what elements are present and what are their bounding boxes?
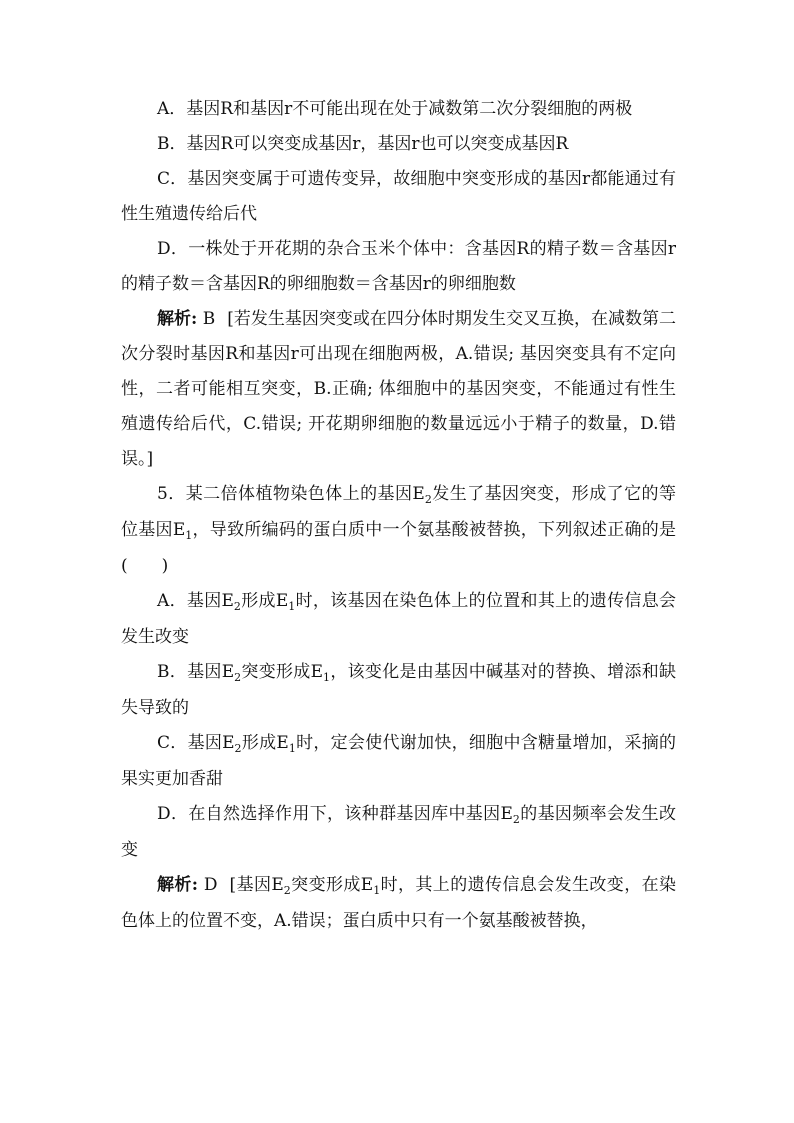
q5-analysis-label: 解析: [157,875,199,895]
q5-option-a-part: 形成E [240,591,289,611]
q5-option-c-part: 形成E [241,733,289,753]
q5-option-d-part: D．在自然选择作用下，该种群基因库中基因E [157,804,513,824]
q4-analysis-text: [若发生基因突变或在四分体时期发生交叉互换，在减数第二次分裂时基因R和基因r可出现在细胞两极，A.错误; 基因突变具有不定向性，二者可能相互突变，B.正确; 体细胞中的基因突变，不能通过有性生殖遗传给后代，C.错误; 开花期卵细胞的数量远远小于精子的数量，D.错误。] [121,309,677,469]
subscript: 2 [424,493,432,506]
q4-analysis [121,302,676,477]
q5-option-a [121,584,676,655]
q4-option-d: D．一株处于开花期的杂合玉米个体中：含基因R的精子数＝含基因r的精子数＝含基因R的卵细胞数＝含基因r的卵细胞数 [121,239,676,294]
content-column [121,92,676,939]
q5-option-c [121,726,676,797]
subscript: 1 [185,529,193,542]
q5-option-b [121,655,676,726]
q5-option-c-part: C．基因E [157,733,235,753]
subscript: 2 [234,671,242,684]
q4-analysis-label: 解析: [157,309,198,329]
q5-option-b-part: ，该变化是由基因中碱基对的替换、增添和缺失导致的 [121,662,676,718]
q5-analysis [121,868,676,939]
q4-option-b: B．基因R可以突变成基因r，基因r也可以突变成基因R [157,134,569,154]
q5-option-d-part: 的基因频率会发生改变 [121,804,676,860]
subscript: 2 [283,884,291,897]
subscript: 2 [512,813,520,826]
q5-option-d [121,797,676,868]
q5-stem-part: 发生了基因突变，形成了它的等位基因E [121,484,676,540]
subscript: 1 [373,884,381,897]
subscript: 1 [288,742,296,755]
q5-option-a-part: 时，该基因在染色体上的位置和其上的遗传信息会发生改变 [121,591,677,647]
q5-option-b-part: 突变形成E [241,662,324,682]
subscript: 1 [288,600,296,613]
q5-stem-part: 5．某二倍体植物染色体上的基因E [157,484,425,504]
q5-analysis-part: 突变形成E [290,875,374,895]
subscript: 2 [233,600,241,613]
subscript: 1 [323,671,331,684]
q5-answer: D [203,875,218,895]
q4-option-a: A．基因R和基因r不可能出现在处于减数第二次分裂细胞的两极 [157,99,633,119]
q4-answer: B [202,309,216,329]
q5-option-a-part: A．基因E [157,591,234,611]
q5-option-c-part: 时，定会使代谢加快，细胞中含糖量增加，采摘的果实更加香甜 [121,733,676,789]
q5-stem [121,477,676,584]
subscript: 2 [234,742,242,755]
q5-analysis-part: [基因E [229,875,284,895]
q5-stem-part: ，导致所编码的蛋白质中一个氨基酸被替换，下列叙述正确的是( ) [121,520,676,576]
q4-option-c: C．基因突变属于可遗传变异，故细胞中突变形成的基因r都能通过有性生殖遗传给后代 [121,169,676,224]
q5-option-b-part: B．基因E [157,662,235,682]
q5-analysis-part: 时，其上的遗传信息会发生改变，在染色体上的位置不变，A.错误；蛋白质中只有一个氨基酸被替换， [121,875,677,931]
